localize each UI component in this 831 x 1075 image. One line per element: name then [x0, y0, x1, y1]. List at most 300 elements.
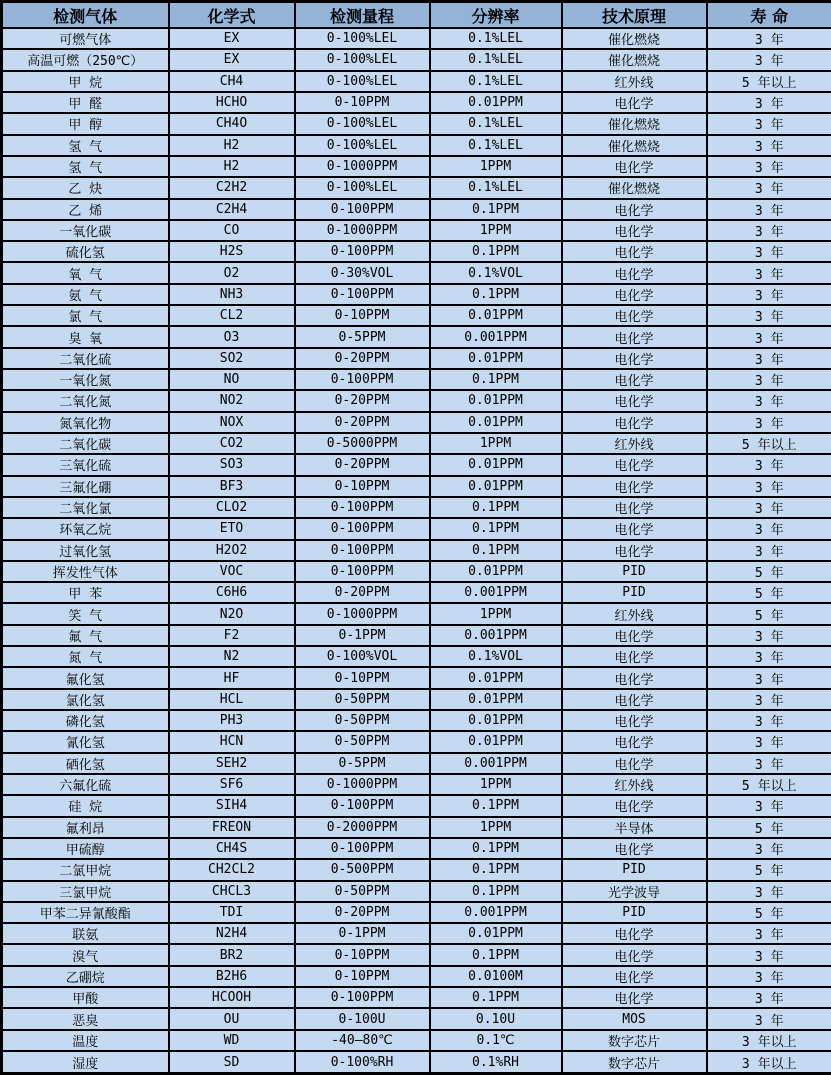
- cell-lifespan: 3 年: [707, 689, 831, 710]
- cell-lifespan: 3 年: [707, 412, 831, 433]
- cell-gas-name: 环氧乙烷: [2, 518, 169, 539]
- cell-gas-name: 三氧化硫: [2, 454, 169, 475]
- cell-lifespan: 3 年: [707, 625, 831, 646]
- cell-technology-principle: 催化燃烧: [562, 135, 707, 156]
- cell-resolution: 0.1PPM: [430, 881, 562, 902]
- table-row: [2, 561, 831, 582]
- spec-table-body: [2, 28, 831, 1074]
- cell-detection-range: 0-100U: [295, 1008, 430, 1029]
- cell-technology-principle: 电化学: [562, 369, 707, 390]
- cell-resolution: 0.01PPM: [430, 561, 562, 582]
- cell-gas-name: 乙硼烷: [2, 966, 169, 987]
- cell-chemical-formula: H2O2: [169, 540, 295, 561]
- cell-resolution: 0.10U: [430, 1008, 562, 1029]
- cell-detection-range: 0-5PPM: [295, 326, 430, 347]
- cell-chemical-formula: HCL: [169, 689, 295, 710]
- cell-lifespan: 3 年: [707, 795, 831, 816]
- cell-lifespan: 5 年: [707, 603, 831, 624]
- cell-technology-principle: 电化学: [562, 731, 707, 752]
- cell-detection-range: 0-1000PPM: [295, 156, 430, 177]
- cell-resolution: 0.01PPM: [430, 92, 562, 113]
- cell-technology-principle: 电化学: [562, 497, 707, 518]
- cell-resolution: 0.1PPM: [430, 838, 562, 859]
- cell-resolution: 0.01PPM: [430, 348, 562, 369]
- cell-gas-name: 硒化氢: [2, 753, 169, 774]
- cell-gas-name: 甲硫醇: [2, 838, 169, 859]
- cell-technology-principle: 电化学: [562, 199, 707, 220]
- cell-resolution: 0.001PPM: [430, 582, 562, 603]
- table-row: [2, 795, 831, 816]
- cell-detection-range: 0-100PPM: [295, 497, 430, 518]
- cell-chemical-formula: CHCL3: [169, 881, 295, 902]
- table-row: [2, 944, 831, 965]
- table-row: [2, 838, 831, 859]
- cell-gas-name: 氮 气: [2, 646, 169, 667]
- cell-resolution: 0.01PPM: [430, 454, 562, 475]
- cell-technology-principle: 电化学: [562, 92, 707, 113]
- cell-detection-range: 0-100%RH: [295, 1051, 430, 1074]
- cell-detection-range: -40—80℃: [295, 1030, 430, 1051]
- cell-lifespan: 5 年: [707, 561, 831, 582]
- cell-gas-name: 二氯甲烷: [2, 859, 169, 880]
- cell-lifespan: 3 年: [707, 1008, 831, 1029]
- cell-resolution: 0.001PPM: [430, 625, 562, 646]
- table-row: [2, 667, 831, 688]
- cell-technology-principle: 催化燃烧: [562, 49, 707, 70]
- table-row: [2, 710, 831, 731]
- table-row: [2, 305, 831, 326]
- cell-detection-range: 0-100PPM: [295, 241, 430, 262]
- cell-detection-range: 0-100%LEL: [295, 71, 430, 92]
- cell-detection-range: 0-100PPM: [295, 838, 430, 859]
- cell-detection-range: 0-100%LEL: [295, 135, 430, 156]
- cell-resolution: 0.1%VOL: [430, 262, 562, 283]
- cell-chemical-formula: B2H6: [169, 966, 295, 987]
- cell-detection-range: 0-1PPM: [295, 625, 430, 646]
- cell-lifespan: 5 年以上: [707, 433, 831, 454]
- cell-detection-range: 0-50PPM: [295, 731, 430, 752]
- cell-resolution: 0.01PPM: [430, 923, 562, 944]
- cell-technology-principle: 电化学: [562, 710, 707, 731]
- table-row: [2, 817, 831, 838]
- cell-gas-name: 乙 炔: [2, 177, 169, 198]
- cell-detection-range: 0-100%VOL: [295, 646, 430, 667]
- cell-lifespan: 3 年: [707, 390, 831, 411]
- cell-resolution: 0.01PPM: [430, 667, 562, 688]
- cell-lifespan: 3 年: [707, 262, 831, 283]
- cell-technology-principle: 红外线: [562, 774, 707, 795]
- cell-gas-name: 氨 气: [2, 284, 169, 305]
- cell-lifespan: 3 年: [707, 667, 831, 688]
- cell-gas-name: 六氟化硫: [2, 774, 169, 795]
- cell-gas-name: 可燃气体: [2, 28, 169, 49]
- cell-technology-principle: 电化学: [562, 476, 707, 497]
- cell-detection-range: 0-100PPM: [295, 561, 430, 582]
- cell-resolution: 1PPM: [430, 433, 562, 454]
- cell-resolution: 0.1%VOL: [430, 646, 562, 667]
- cell-gas-name: 甲 烷: [2, 71, 169, 92]
- cell-technology-principle: 电化学: [562, 923, 707, 944]
- cell-lifespan: 3 年: [707, 156, 831, 177]
- cell-technology-principle: 电化学: [562, 241, 707, 262]
- cell-resolution: 0.1PPM: [430, 369, 562, 390]
- cell-gas-name: 氧 气: [2, 262, 169, 283]
- cell-technology-principle: 数字芯片: [562, 1051, 707, 1074]
- cell-chemical-formula: HCHO: [169, 92, 295, 113]
- cell-resolution: 0.1PPM: [430, 497, 562, 518]
- cell-resolution: 0.1PPM: [430, 284, 562, 305]
- table-row: [2, 753, 831, 774]
- header-technology-principle: 技术原理: [562, 2, 707, 29]
- cell-gas-name: 二氧化碳: [2, 433, 169, 454]
- cell-chemical-formula: CLO2: [169, 497, 295, 518]
- cell-technology-principle: 电化学: [562, 284, 707, 305]
- cell-technology-principle: 催化燃烧: [562, 113, 707, 134]
- cell-resolution: 0.1℃: [430, 1030, 562, 1051]
- cell-chemical-formula: EX: [169, 49, 295, 70]
- cell-chemical-formula: F2: [169, 625, 295, 646]
- cell-chemical-formula: C6H6: [169, 582, 295, 603]
- cell-chemical-formula: FREON: [169, 817, 295, 838]
- cell-gas-name: 一氧化碳: [2, 220, 169, 241]
- cell-technology-principle: 半导体: [562, 817, 707, 838]
- cell-chemical-formula: SO2: [169, 348, 295, 369]
- cell-detection-range: 0-100%LEL: [295, 28, 430, 49]
- header-detection-range: 检测量程: [295, 2, 430, 29]
- cell-resolution: 0.01PPM: [430, 412, 562, 433]
- cell-chemical-formula: SIH4: [169, 795, 295, 816]
- cell-technology-principle: 电化学: [562, 966, 707, 987]
- cell-lifespan: 3 年: [707, 348, 831, 369]
- cell-gas-name: 甲 苯: [2, 582, 169, 603]
- cell-resolution: 1PPM: [430, 603, 562, 624]
- cell-lifespan: 3 年: [707, 987, 831, 1008]
- cell-chemical-formula: SF6: [169, 774, 295, 795]
- cell-chemical-formula: H2S: [169, 241, 295, 262]
- cell-chemical-formula: PH3: [169, 710, 295, 731]
- cell-detection-range: 0-5000PPM: [295, 433, 430, 454]
- cell-gas-name: 氟利昂: [2, 817, 169, 838]
- cell-lifespan: 3 年: [707, 369, 831, 390]
- cell-technology-principle: 电化学: [562, 348, 707, 369]
- cell-resolution: 0.001PPM: [430, 326, 562, 347]
- cell-detection-range: 0-20PPM: [295, 412, 430, 433]
- cell-detection-range: 0-20PPM: [295, 348, 430, 369]
- cell-detection-range: 0-10PPM: [295, 944, 430, 965]
- cell-technology-principle: 电化学: [562, 518, 707, 539]
- table-row: [2, 454, 831, 475]
- cell-lifespan: 3 年: [707, 49, 831, 70]
- table-row: [2, 859, 831, 880]
- cell-gas-name: 甲苯二异氰酸酯: [2, 902, 169, 923]
- cell-gas-name: 恶臭: [2, 1008, 169, 1029]
- cell-resolution: 0.1PPM: [430, 199, 562, 220]
- cell-chemical-formula: HCOOH: [169, 987, 295, 1008]
- cell-chemical-formula: N2H4: [169, 923, 295, 944]
- table-row: [2, 689, 831, 710]
- table-row: [2, 433, 831, 454]
- cell-chemical-formula: N2: [169, 646, 295, 667]
- table-row: [2, 1030, 831, 1051]
- table-row: [2, 348, 831, 369]
- cell-gas-name: 氢 气: [2, 156, 169, 177]
- cell-technology-principle: 电化学: [562, 689, 707, 710]
- cell-resolution: 0.1PPM: [430, 241, 562, 262]
- cell-detection-range: 0-100PPM: [295, 284, 430, 305]
- cell-lifespan: 3 年以上: [707, 1051, 831, 1074]
- cell-lifespan: 3 年: [707, 92, 831, 113]
- cell-technology-principle: 电化学: [562, 795, 707, 816]
- cell-technology-principle: 电化学: [562, 220, 707, 241]
- cell-resolution: 0.1%LEL: [430, 28, 562, 49]
- cell-resolution: 0.01PPM: [430, 305, 562, 326]
- cell-resolution: 0.1%LEL: [430, 113, 562, 134]
- table-row: [2, 987, 831, 1008]
- cell-gas-name: 联氨: [2, 923, 169, 944]
- cell-lifespan: 3 年: [707, 241, 831, 262]
- cell-gas-name: 三氯甲烷: [2, 881, 169, 902]
- cell-lifespan: 3 年: [707, 540, 831, 561]
- cell-technology-principle: 电化学: [562, 454, 707, 475]
- cell-gas-name: 三氟化硼: [2, 476, 169, 497]
- table-row: [2, 369, 831, 390]
- cell-detection-range: 0-20PPM: [295, 902, 430, 923]
- cell-technology-principle: 电化学: [562, 944, 707, 965]
- cell-chemical-formula: BR2: [169, 944, 295, 965]
- cell-chemical-formula: CH4O: [169, 113, 295, 134]
- cell-lifespan: 3 年: [707, 199, 831, 220]
- cell-technology-principle: 红外线: [562, 71, 707, 92]
- cell-chemical-formula: BF3: [169, 476, 295, 497]
- cell-resolution: 1PPM: [430, 817, 562, 838]
- cell-detection-range: 0-100PPM: [295, 987, 430, 1008]
- cell-gas-name: 溴气: [2, 944, 169, 965]
- table-row: [2, 28, 831, 49]
- cell-gas-name: 过氧化氢: [2, 540, 169, 561]
- header-chemical-formula: 化学式: [169, 2, 295, 29]
- cell-detection-range: 0-100PPM: [295, 369, 430, 390]
- cell-gas-name: 氟化氢: [2, 667, 169, 688]
- cell-lifespan: 5 年以上: [707, 71, 831, 92]
- cell-gas-name: 硫化氢: [2, 241, 169, 262]
- cell-chemical-formula: NO2: [169, 390, 295, 411]
- table-row: [2, 582, 831, 603]
- cell-lifespan: 3 年: [707, 731, 831, 752]
- cell-lifespan: 3 年: [707, 284, 831, 305]
- cell-gas-name: 氰化氢: [2, 731, 169, 752]
- table-row: [2, 390, 831, 411]
- cell-chemical-formula: H2: [169, 156, 295, 177]
- cell-detection-range: 0-10PPM: [295, 966, 430, 987]
- cell-gas-name: 二氧化硫: [2, 348, 169, 369]
- table-row: [2, 412, 831, 433]
- cell-lifespan: 3 年: [707, 28, 831, 49]
- cell-resolution: 0.1%LEL: [430, 49, 562, 70]
- cell-technology-principle: 电化学: [562, 540, 707, 561]
- cell-resolution: 0.01PPM: [430, 390, 562, 411]
- cell-detection-range: 0-100%LEL: [295, 177, 430, 198]
- cell-gas-name: 氢 气: [2, 135, 169, 156]
- table-row: [2, 220, 831, 241]
- cell-resolution: 0.0100M: [430, 966, 562, 987]
- cell-resolution: 1PPM: [430, 220, 562, 241]
- cell-lifespan: 3 年: [707, 497, 831, 518]
- cell-lifespan: 3 年: [707, 220, 831, 241]
- cell-gas-name: 臭 氧: [2, 326, 169, 347]
- cell-detection-range: 0-20PPM: [295, 582, 430, 603]
- cell-resolution: 0.1PPM: [430, 518, 562, 539]
- cell-chemical-formula: SEH2: [169, 753, 295, 774]
- cell-chemical-formula: CH4: [169, 71, 295, 92]
- cell-lifespan: 5 年以上: [707, 774, 831, 795]
- cell-lifespan: 3 年: [707, 646, 831, 667]
- cell-detection-range: 0-2000PPM: [295, 817, 430, 838]
- cell-lifespan: 3 年: [707, 753, 831, 774]
- table-row: [2, 177, 831, 198]
- cell-detection-range: 0-100%LEL: [295, 49, 430, 70]
- cell-chemical-formula: NH3: [169, 284, 295, 305]
- table-row: [2, 966, 831, 987]
- table-row: [2, 603, 831, 624]
- cell-detection-range: 0-1000PPM: [295, 774, 430, 795]
- table-row: [2, 540, 831, 561]
- table-row: [2, 731, 831, 752]
- cell-technology-principle: 电化学: [562, 753, 707, 774]
- cell-resolution: 1PPM: [430, 156, 562, 177]
- cell-lifespan: 5 年: [707, 582, 831, 603]
- cell-technology-principle: 电化学: [562, 667, 707, 688]
- cell-gas-name: 甲酸: [2, 987, 169, 1008]
- table-row: [2, 113, 831, 134]
- cell-technology-principle: 电化学: [562, 987, 707, 1008]
- cell-lifespan: 3 年: [707, 135, 831, 156]
- table-row: [2, 476, 831, 497]
- cell-technology-principle: 催化燃烧: [562, 177, 707, 198]
- cell-chemical-formula: CL2: [169, 305, 295, 326]
- table-row: [2, 241, 831, 262]
- cell-technology-principle: 电化学: [562, 305, 707, 326]
- cell-chemical-formula: HCN: [169, 731, 295, 752]
- cell-chemical-formula: C2H4: [169, 199, 295, 220]
- cell-detection-range: 0-100PPM: [295, 795, 430, 816]
- cell-chemical-formula: EX: [169, 28, 295, 49]
- table-row: [2, 49, 831, 70]
- cell-chemical-formula: OU: [169, 1008, 295, 1029]
- cell-gas-name: 温度: [2, 1030, 169, 1051]
- cell-resolution: 0.01PPM: [430, 689, 562, 710]
- cell-lifespan: 3 年以上: [707, 1030, 831, 1051]
- cell-chemical-formula: CH2CL2: [169, 859, 295, 880]
- cell-chemical-formula: HF: [169, 667, 295, 688]
- cell-technology-principle: 电化学: [562, 156, 707, 177]
- cell-detection-range: 0-1000PPM: [295, 603, 430, 624]
- cell-detection-range: 0-100PPM: [295, 199, 430, 220]
- cell-lifespan: 5 年: [707, 859, 831, 880]
- cell-detection-range: 0-50PPM: [295, 710, 430, 731]
- cell-lifespan: 3 年: [707, 476, 831, 497]
- header-gas-name: 检测气体: [2, 2, 169, 29]
- table-row: [2, 902, 831, 923]
- cell-lifespan: 3 年: [707, 944, 831, 965]
- cell-gas-name: 氮氧化物: [2, 412, 169, 433]
- cell-detection-range: 0-10PPM: [295, 305, 430, 326]
- cell-technology-principle: 红外线: [562, 433, 707, 454]
- cell-resolution: 0.1%LEL: [430, 177, 562, 198]
- cell-chemical-formula: VOC: [169, 561, 295, 582]
- cell-detection-range: 0-500PPM: [295, 859, 430, 880]
- cell-technology-principle: 红外线: [562, 603, 707, 624]
- cell-chemical-formula: H2: [169, 135, 295, 156]
- cell-gas-name: 硅 烷: [2, 795, 169, 816]
- cell-detection-range: 0-5PPM: [295, 753, 430, 774]
- table-row: [2, 1051, 831, 1074]
- cell-resolution: 0.1%LEL: [430, 135, 562, 156]
- cell-lifespan: 3 年: [707, 518, 831, 539]
- cell-resolution: 1PPM: [430, 774, 562, 795]
- cell-chemical-formula: TDI: [169, 902, 295, 923]
- cell-gas-name: 甲 醇: [2, 113, 169, 134]
- cell-chemical-formula: CO2: [169, 433, 295, 454]
- cell-chemical-formula: SO3: [169, 454, 295, 475]
- cell-technology-principle: PID: [562, 561, 707, 582]
- cell-resolution: 0.1%RH: [430, 1051, 562, 1074]
- cell-chemical-formula: NOX: [169, 412, 295, 433]
- cell-lifespan: 3 年: [707, 326, 831, 347]
- table-row: [2, 774, 831, 795]
- table-row: [2, 923, 831, 944]
- table-row: [2, 135, 831, 156]
- cell-technology-principle: PID: [562, 859, 707, 880]
- spec-table-header: [2, 2, 831, 29]
- cell-detection-range: 0-1PPM: [295, 923, 430, 944]
- cell-technology-principle: 光学波导: [562, 881, 707, 902]
- cell-resolution: 0.1PPM: [430, 987, 562, 1008]
- cell-lifespan: 3 年: [707, 177, 831, 198]
- cell-detection-range: 0-10PPM: [295, 667, 430, 688]
- table-row: [2, 262, 831, 283]
- cell-gas-name: 氯 气: [2, 305, 169, 326]
- cell-lifespan: 3 年: [707, 454, 831, 475]
- cell-lifespan: 3 年: [707, 305, 831, 326]
- cell-resolution: 0.001PPM: [430, 753, 562, 774]
- cell-gas-name: 二氧化氮: [2, 390, 169, 411]
- cell-chemical-formula: WD: [169, 1030, 295, 1051]
- cell-technology-principle: PID: [562, 582, 707, 603]
- cell-resolution: 0.01PPM: [430, 710, 562, 731]
- cell-lifespan: 3 年: [707, 881, 831, 902]
- cell-resolution: 0.1PPM: [430, 540, 562, 561]
- cell-detection-range: 0-50PPM: [295, 881, 430, 902]
- cell-resolution: 0.01PPM: [430, 731, 562, 752]
- cell-chemical-formula: NO: [169, 369, 295, 390]
- cell-lifespan: 5 年: [707, 817, 831, 838]
- cell-chemical-formula: CH4S: [169, 838, 295, 859]
- cell-gas-name: 高温可燃（250℃）: [2, 49, 169, 70]
- cell-chemical-formula: SD: [169, 1051, 295, 1074]
- cell-technology-principle: 电化学: [562, 646, 707, 667]
- table-row: [2, 326, 831, 347]
- cell-gas-name: 乙 烯: [2, 199, 169, 220]
- cell-chemical-formula: C2H2: [169, 177, 295, 198]
- cell-gas-name: 氟 气: [2, 625, 169, 646]
- table-row: [2, 881, 831, 902]
- cell-resolution: 0.1PPM: [430, 944, 562, 965]
- table-row: [2, 625, 831, 646]
- table-row: [2, 518, 831, 539]
- cell-technology-principle: 电化学: [562, 390, 707, 411]
- cell-chemical-formula: CO: [169, 220, 295, 241]
- cell-chemical-formula: N2O: [169, 603, 295, 624]
